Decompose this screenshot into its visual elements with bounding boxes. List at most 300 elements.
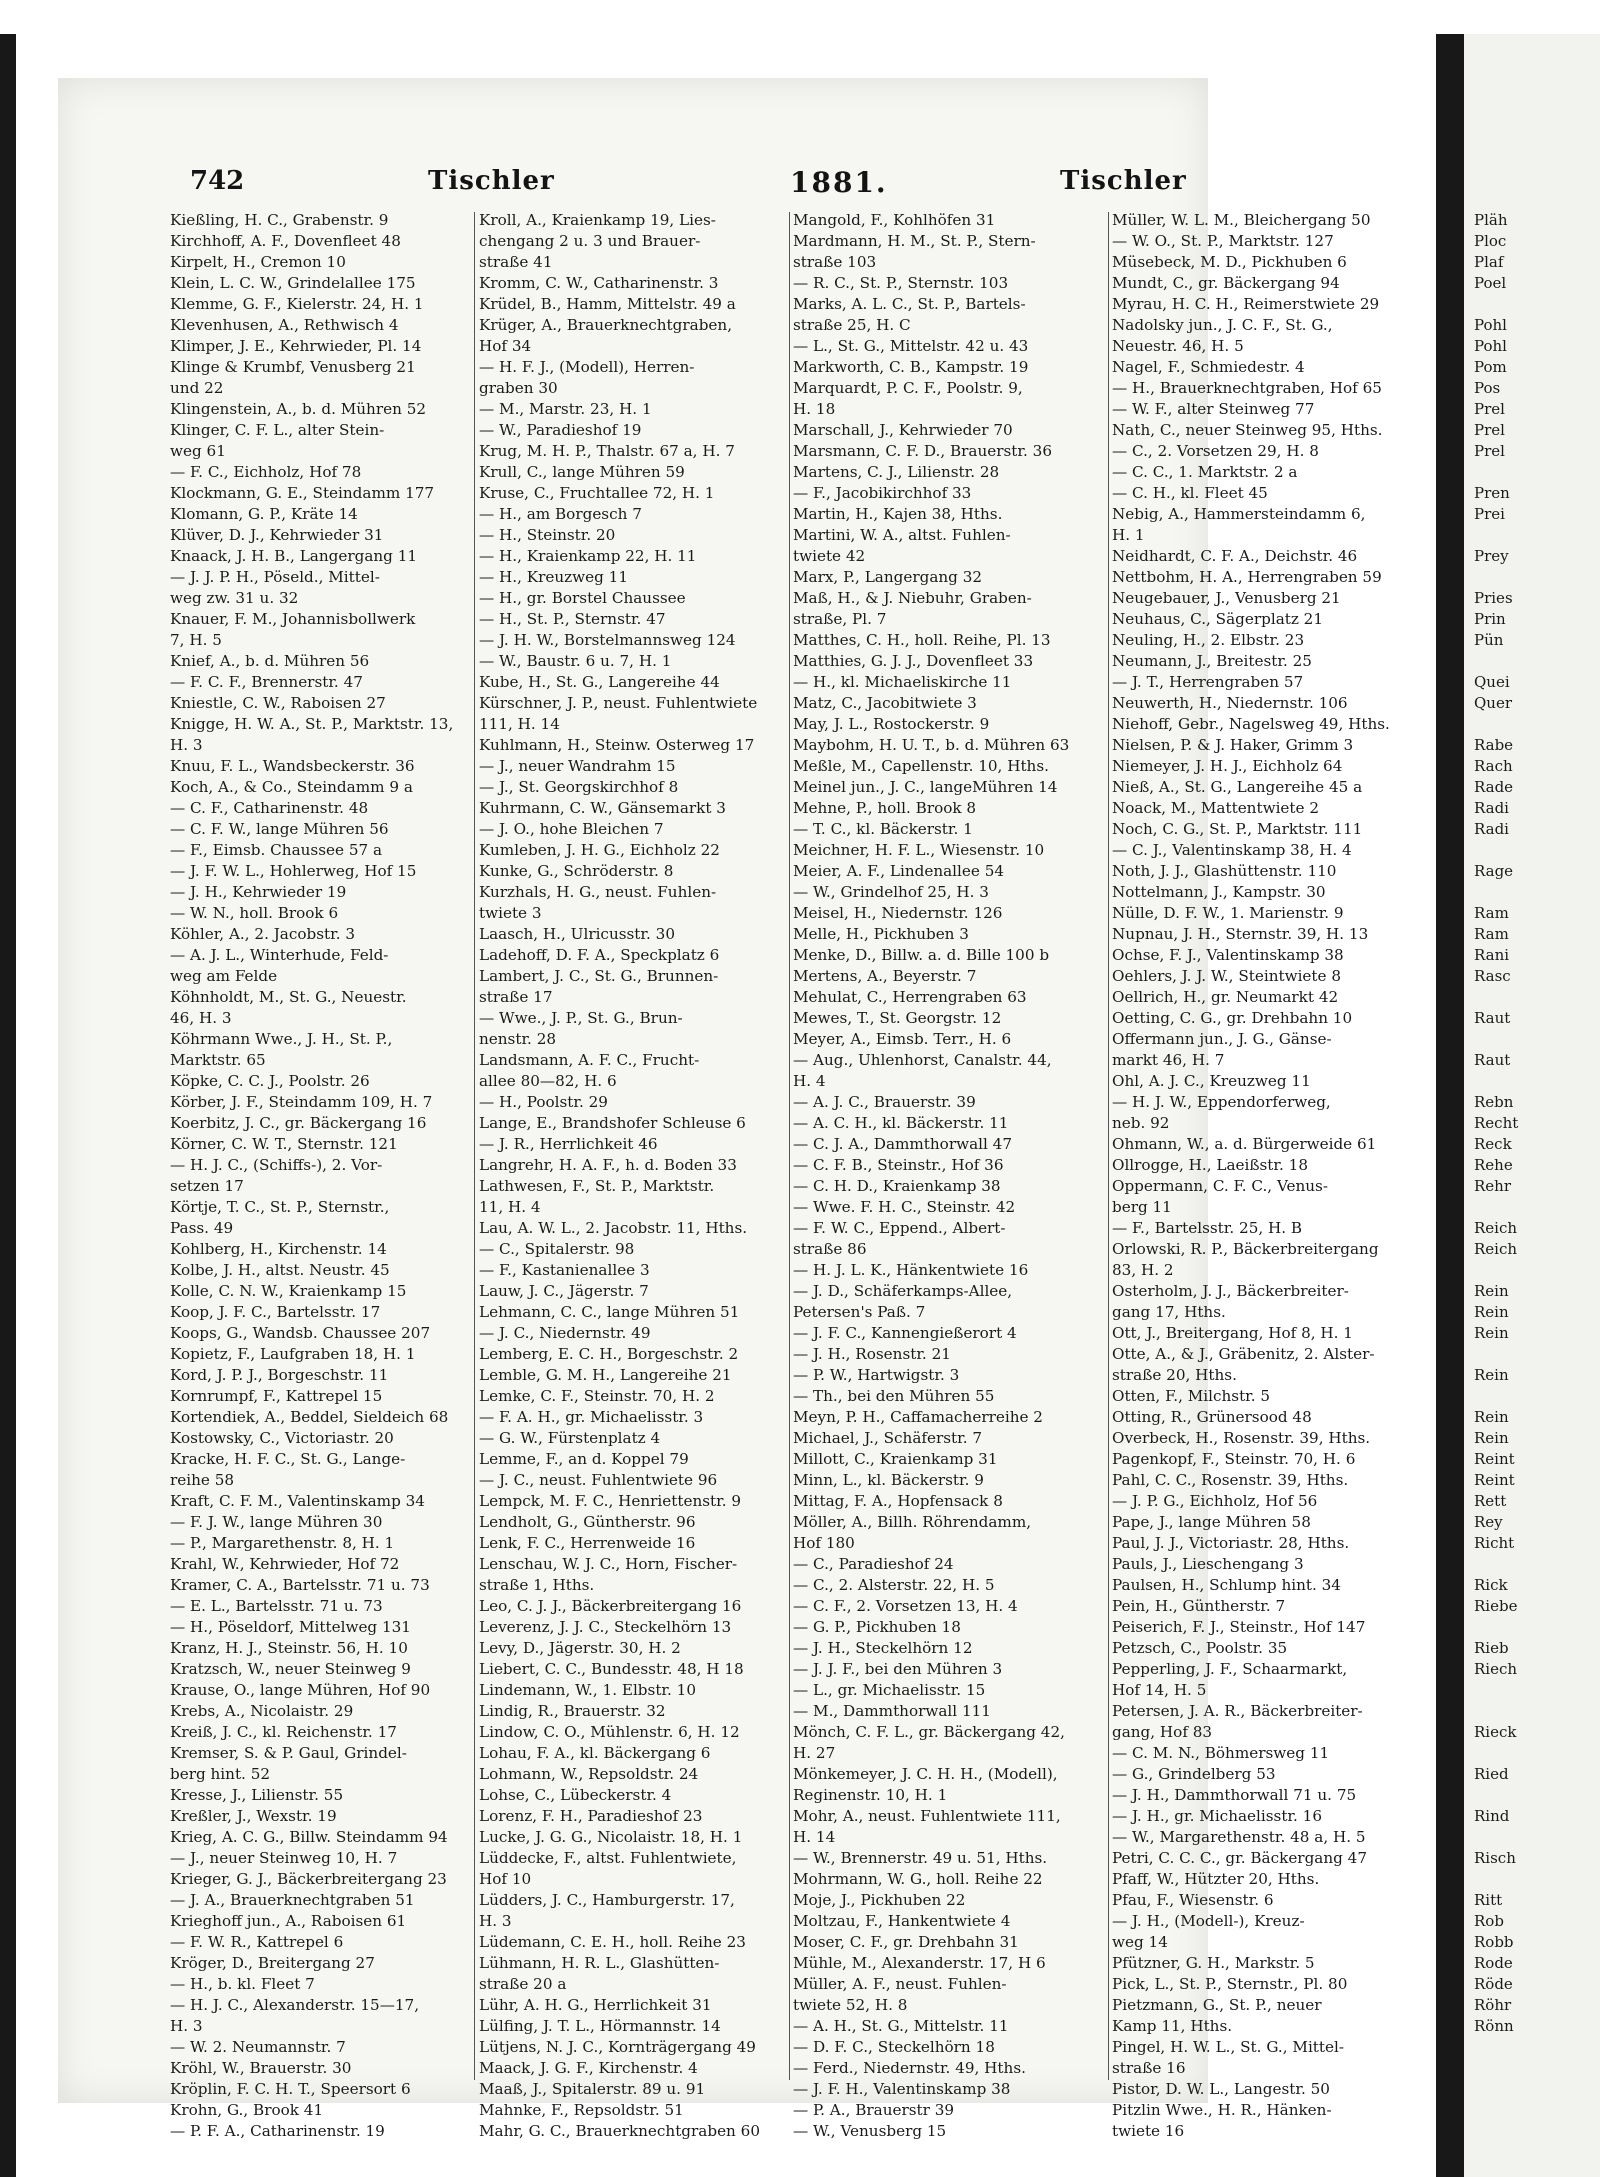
directory-entry: Moltzau, F., Hankentwiete 4 — [793, 1912, 1011, 1930]
next-page-fragment — [1474, 987, 1518, 1008]
directory-entry: Pfaff, W., Hützter 20, Hths. — [1112, 1870, 1320, 1888]
directory-entry: — C. J., Valentinskamp 38, H. 4 — [1112, 841, 1352, 859]
directory-entry: Laasch, H., Ulricusstr. 30 — [479, 925, 675, 943]
directory-entry: Hof 34 — [479, 337, 532, 355]
next-page-fragment: Riebe — [1474, 1597, 1518, 1615]
directory-entry: Landsmann, A. F. C., Frucht- — [479, 1051, 700, 1069]
directory-entry: Köhnholdt, M., St. G., Neuestr. — [170, 988, 407, 1006]
directory-entry: Meyer, A., Eimsb. Terr., H. 6 — [793, 1030, 1012, 1048]
directory-entry: Liebert, C. C., Bundesstr. 48, H 18 — [479, 1660, 744, 1678]
directory-entry: — J. D., Schäferkamps-Allee, — [793, 1282, 1013, 1300]
directory-entry: — H. J. C., (Schiffs-), 2. Vor- — [170, 1156, 383, 1174]
directory-entry: Krug, M. H. P., Thalstr. 67 a, H. 7 — [479, 442, 735, 460]
directory-entry: — H., b. kl. Fleet 7 — [170, 1975, 315, 1993]
next-page-fragment: Prin — [1474, 610, 1506, 628]
directory-entry: Pape, J., lange Mühren 58 — [1112, 1513, 1311, 1531]
next-page-fragment: Rach — [1474, 757, 1513, 775]
directory-entry: Krüger, A., Brauerknechtgraben, — [479, 316, 733, 334]
next-page-fragment: Raut — [1474, 1009, 1511, 1027]
directory-entry: Mundt, C., gr. Bäckergang 94 — [1112, 274, 1340, 292]
column-rule — [474, 212, 475, 2080]
directory-entry: — A. J. C., Brauerstr. 39 — [793, 1093, 976, 1111]
directory-entry: — J., neuer Wandrahm 15 — [479, 757, 676, 775]
directory-entry: — A. H., St. G., Mittelstr. 11 — [793, 2017, 1009, 2035]
directory-entry: gang 17, Hths. — [1112, 1303, 1226, 1321]
directory-entry: Mardmann, H. M., St. P., Stern- — [793, 232, 1036, 250]
directory-entry: Lehmann, C. C., lange Mühren 51 — [479, 1303, 740, 1321]
directory-entry: twiete 42 — [793, 547, 866, 565]
directory-entry: Martens, C. J., Lilienstr. 28 — [793, 463, 1000, 481]
directory-entry: Paul, J. J., Victoriastr. 28, Hths. — [1112, 1534, 1350, 1552]
directory-entry: setzen 17 — [170, 1177, 244, 1195]
directory-entry: Ohmann, W., a. d. Bürgerweide 61 — [1112, 1135, 1377, 1153]
directory-entry: allee 80—82, H. 6 — [479, 1072, 617, 1090]
next-page-fragment: Ried — [1474, 1765, 1509, 1783]
directory-entry: Meyn, P. H., Caffamacherreihe 2 — [793, 1408, 1043, 1426]
directory-entry: — W. N., holl. Brook 6 — [170, 904, 339, 922]
directory-entry: Nülle, D. F. W., 1. Marienstr. 9 — [1112, 904, 1344, 922]
directory-entry: reihe 58 — [170, 1471, 235, 1489]
directory-entry: Knauer, F. M., Johannisbollwerk — [170, 610, 416, 628]
directory-entry: — F. W. R., Kattrepel 6 — [170, 1933, 344, 1951]
directory-entry: Meisel, H., Niedernstr. 126 — [793, 904, 1003, 922]
directory-entry: straße 41 — [479, 253, 553, 271]
directory-entry: Noch, C. G., St. P., Marktstr. 111 — [1112, 820, 1363, 838]
directory-entry: — E. L., Bartelsstr. 71 u. 73 — [170, 1597, 383, 1615]
directory-entry: Mittag, F. A., Hopfensack 8 — [793, 1492, 1003, 1510]
directory-entry: — C. F., Catharinenstr. 48 — [170, 799, 369, 817]
next-page-fragment — [1474, 840, 1518, 861]
directory-entry: Kumleben, J. H. G., Eichholz 22 — [479, 841, 720, 859]
directory-entry: gang, Hof 83 — [1112, 1723, 1213, 1741]
directory-entry: Pauls, J., Lieschengang 3 — [1112, 1555, 1304, 1573]
next-page-fragment: Pläh — [1474, 211, 1508, 229]
next-page-fragment — [1474, 1029, 1518, 1050]
next-page-fragment — [1474, 1260, 1518, 1281]
directory-entry: — J. J. F., bei den Mühren 3 — [793, 1660, 1003, 1678]
directory-entry: Noth, J. J., Glashüttenstr. 110 — [1112, 862, 1337, 880]
directory-entry: Millott, C., Kraienkamp 31 — [793, 1450, 998, 1468]
directory-entry: Otte, A., & J., Gräbenitz, 2. Alster- — [1112, 1345, 1375, 1363]
directory-entry: Klimper, J. E., Kehrwieder, Pl. 14 — [170, 337, 422, 355]
directory-entry: Martin, H., Kajen 38, Hths. — [793, 505, 1003, 523]
directory-entry: Neuhaus, C., Sägerplatz 21 — [1112, 610, 1324, 628]
header-year: 1881. — [790, 166, 888, 199]
directory-entry: Kolbe, J. H., altst. Neustr. 45 — [170, 1261, 390, 1279]
directory-entry: Lüddecke, F., altst. Fuhlentwiete, — [479, 1849, 737, 1867]
page-number: 742 — [190, 166, 245, 196]
directory-entry: Kresse, J., Lilienstr. 55 — [170, 1786, 344, 1804]
directory-entry: weg zw. 31 u. 32 — [170, 589, 299, 607]
directory-entry: Niemeyer, J. H. J., Eichholz 64 — [1112, 757, 1343, 775]
directory-entry: — F., Kastanienallee 3 — [479, 1261, 650, 1279]
directory-entry: Maaß, J., Spitalerstr. 89 u. 91 — [479, 2080, 706, 2098]
directory-entry: Ochse, F. J., Valentinskamp 38 — [1112, 946, 1344, 964]
directory-entry: Orlowski, R. P., Bäckerbreitergang — [1112, 1240, 1379, 1258]
directory-entry: Lendholt, G., Güntherstr. 96 — [479, 1513, 696, 1531]
directory-entry: Kratzsch, W., neuer Steinweg 9 — [170, 1660, 411, 1678]
directory-entry: Krebs, A., Nicolaistr. 29 — [170, 1702, 354, 1720]
directory-column-2 — [479, 210, 787, 2142]
directory-entry: Pahl, C. C., Rosenstr. 39, Hths. — [1112, 1471, 1349, 1489]
directory-entry: Neugebauer, J., Venusberg 21 — [1112, 589, 1341, 607]
directory-entry: Klomann, G. P., Kräte 14 — [170, 505, 358, 523]
next-page-fragment: Ram — [1474, 925, 1509, 943]
directory-entry: — H., St. P., Sternstr. 47 — [479, 610, 666, 628]
directory-entry: Krause, O., lange Mühren, Hof 90 — [170, 1681, 431, 1699]
directory-entry: Lauw, J. C., Jägerstr. 7 — [479, 1282, 649, 1300]
directory-entry: graben 30 — [479, 379, 558, 397]
directory-entry: — P. W., Hartwigstr. 3 — [793, 1366, 960, 1384]
next-page-fragment — [1474, 567, 1518, 588]
directory-entry: — H., kl. Michaeliskirche 11 — [793, 673, 1012, 691]
directory-entry: Levy, D., Jägerstr. 30, H. 2 — [479, 1639, 681, 1657]
directory-entry: Myrau, H. C. H., Reimerstwiete 29 — [1112, 295, 1380, 313]
directory-entry: Pietzmann, G., St. P., neuer — [1112, 1996, 1322, 2014]
directory-entry: Lohse, C., Lübeckerstr. 4 — [479, 1786, 672, 1804]
directory-entry: — J. T., Herrengraben 57 — [1112, 673, 1304, 691]
directory-entry: Kröhl, W., Brauerstr. 30 — [170, 2059, 352, 2077]
directory-entry: — J. O., hohe Bleichen 7 — [479, 820, 664, 838]
directory-entry: — G., Grindelberg 53 — [1112, 1765, 1276, 1783]
directory-entry: Koops, G., Wandsb. Chaussee 207 — [170, 1324, 431, 1342]
directory-entry: Klinger, C. F. L., alter Stein- — [170, 421, 385, 439]
next-page-fragment — [1474, 1554, 1518, 1575]
next-page-fragment: Rein — [1474, 1303, 1509, 1321]
directory-entry: Lemberg, E. C. H., Borgeschstr. 2 — [479, 1345, 739, 1363]
directory-entry: H. 18 — [793, 400, 836, 418]
directory-entry: H. 3 — [479, 1912, 512, 1930]
directory-entry: Lindemann, W., 1. Elbstr. 10 — [479, 1681, 696, 1699]
directory-entry: — J. R., Herrlichkeit 46 — [479, 1135, 658, 1153]
directory-entry: May, J. L., Rostockerstr. 9 — [793, 715, 990, 733]
directory-entry: Kromm, C. W., Catharinenstr. 3 — [479, 274, 719, 292]
directory-entry: — J., neuer Steinweg 10, H. 7 — [170, 1849, 398, 1867]
next-page-fragment: Rebn — [1474, 1093, 1514, 1111]
directory-entry: weg 14 — [1112, 1933, 1168, 1951]
next-page-fragment: Reint — [1474, 1450, 1515, 1468]
directory-entry: berg hint. 52 — [170, 1765, 271, 1783]
next-page-fragment — [1474, 1617, 1518, 1638]
directory-column-4 — [1112, 210, 1442, 2142]
directory-entry: Klein, L. C. W., Grindelallee 175 — [170, 274, 416, 292]
directory-entry: Meichner, H. F. L., Wiesenstr. 10 — [793, 841, 1045, 859]
directory-entry: Krahl, W., Kehrwieder, Hof 72 — [170, 1555, 400, 1573]
next-page-fragments — [1474, 210, 1518, 2037]
directory-entry: — J. A., Brauerknechtgraben 51 — [170, 1891, 415, 1909]
directory-entry: Meßle, M., Capellenstr. 10, Hths. — [793, 757, 1049, 775]
next-page-fragment: Prei — [1474, 505, 1505, 523]
directory-entry: Müsebeck, M. D., Pickhuben 6 — [1112, 253, 1347, 271]
directory-entry: — Th., bei den Mühren 55 — [793, 1387, 995, 1405]
directory-entry: straße 86 — [793, 1240, 867, 1258]
directory-entry: Lambert, J. C., St. G., Brunnen- — [479, 967, 719, 985]
next-page-fragment: Prel — [1474, 400, 1505, 418]
next-page-fragment: Pren — [1474, 484, 1510, 502]
header-title-left: Tischler — [428, 166, 555, 196]
directory-entry: Pein, H., Güntherstr. 7 — [1112, 1597, 1286, 1615]
directory-entry: Mühle, M., Alexanderstr. 17, H 6 — [793, 1954, 1046, 1972]
directory-entry: Lemke, C. F., Steinstr. 70, H. 2 — [479, 1387, 715, 1405]
directory-entry: — T. C., kl. Bäckerstr. 1 — [793, 820, 973, 838]
directory-entry: Meinel jun., J. C., langeMühren 14 — [793, 778, 1058, 796]
next-page-fragment — [1474, 1386, 1518, 1407]
directory-entry: chengang 2 u. 3 und Brauer- — [479, 232, 701, 250]
next-page-fragment — [1474, 1680, 1518, 1701]
directory-entry: Koerbitz, J. C., gr. Bäckergang 16 — [170, 1114, 427, 1132]
directory-entry: Möller, A., Billh. Röhrendamm, — [793, 1513, 1032, 1531]
directory-entry: Mohr, A., neust. Fuhlentwiete 111, — [793, 1807, 1061, 1825]
next-page-fragment: Rein — [1474, 1282, 1509, 1300]
directory-entry: Reginenstr. 10, H. 1 — [793, 1786, 948, 1804]
directory-entry: Lange, E., Brandshofer Schleuse 6 — [479, 1114, 746, 1132]
directory-entry: Pfau, F., Wiesenstr. 6 — [1112, 1891, 1274, 1909]
directory-entry: — W., Paradieshof 19 — [479, 421, 642, 439]
directory-entry: — J. H., Steckelhörn 12 — [793, 1639, 973, 1657]
directory-entry: Nielsen, P. & J. Haker, Grimm 3 — [1112, 736, 1354, 754]
directory-entry: Klockmann, G. E., Steindamm 177 — [170, 484, 435, 502]
next-page-fragment: Raut — [1474, 1051, 1511, 1069]
directory-entry: Pistor, D. W. L., Langestr. 50 — [1112, 2080, 1330, 2098]
directory-entry: Markworth, C. B., Kampstr. 19 — [793, 358, 1029, 376]
directory-entry: — H. F. J., (Modell), Herren- — [479, 358, 695, 376]
directory-entry: — C. M. N., Böhmersweg 11 — [1112, 1744, 1330, 1762]
directory-entry: — W., Venusberg 15 — [793, 2122, 947, 2140]
directory-entry: markt 46, H. 7 — [1112, 1051, 1225, 1069]
directory-entry: — C., Spitalerstr. 98 — [479, 1240, 635, 1258]
directory-entry: Koch, A., & Co., Steindamm 9 a — [170, 778, 413, 796]
next-page-fragment: Rieck — [1474, 1723, 1517, 1741]
directory-entry: Kroll, A., Kraienkamp 19, Lies- — [479, 211, 716, 229]
next-page-fragment — [1474, 1197, 1518, 1218]
directory-entry: H. 27 — [793, 1744, 836, 1762]
directory-entry: Nupnau, J. H., Sternstr. 39, H. 13 — [1112, 925, 1369, 943]
next-page-fragment: Riech — [1474, 1660, 1518, 1678]
next-page-fragment: Rind — [1474, 1807, 1510, 1825]
directory-entry: Kamp 11, Hths. — [1112, 2017, 1233, 2035]
directory-entry: — D. F. C., Steckelhörn 18 — [793, 2038, 995, 2056]
directory-entry: Mönch, C. F. L., gr. Bäckergang 42, — [793, 1723, 1065, 1741]
directory-entry: Kießling, H. C., Grabenstr. 9 — [170, 211, 389, 229]
directory-entry: straße 103 — [793, 253, 877, 271]
directory-entry: Maybohm, H. U. T., b. d. Mühren 63 — [793, 736, 1070, 754]
directory-entry: Mönkemeyer, J. C. H. H., (Modell), — [793, 1765, 1058, 1783]
directory-entry: Müller, W. L. M., Bleichergang 50 — [1112, 211, 1371, 229]
directory-entry: H. 3 — [170, 2017, 203, 2035]
directory-entry: Knigge, H. W. A., St. P., Marktstr. 13, — [170, 715, 454, 733]
column-rule — [789, 212, 790, 2080]
directory-entry: — W., Brennerstr. 49 u. 51, Hths. — [793, 1849, 1048, 1867]
directory-entry: Petersen's Paß. 7 — [793, 1303, 926, 1321]
directory-entry: — C. H. D., Kraienkamp 38 — [793, 1177, 1001, 1195]
directory-entry: Mehne, P., holl. Brook 8 — [793, 799, 977, 817]
directory-entry: Lucke, J. G. G., Nicolaistr. 18, H. 1 — [479, 1828, 743, 1846]
next-page-fragment: Rein — [1474, 1408, 1509, 1426]
next-page-fragment: Rabe — [1474, 736, 1514, 754]
next-page-fragment: Rade — [1474, 778, 1514, 796]
directory-entry: Kremser, S. & P. Gaul, Grindel- — [170, 1744, 407, 1762]
directory-entry: — J. H., Kehrwieder 19 — [170, 883, 347, 901]
directory-entry: — C. F. B., Steinstr., Hof 36 — [793, 1156, 1004, 1174]
directory-entry: Mertens, A., Beyerstr. 7 — [793, 967, 977, 985]
directory-column-1 — [170, 210, 470, 2142]
directory-entry: Lüdemann, C. E. H., holl. Reihe 23 — [479, 1933, 746, 1951]
directory-entry: Lemme, F., an d. Koppel 79 — [479, 1450, 689, 1468]
next-page-fragment: Ploc — [1474, 232, 1507, 250]
next-page-fragment: Reck — [1474, 1135, 1512, 1153]
directory-entry: — A. J. L., Winterhude, Feld- — [170, 946, 389, 964]
directory-entry: Lüdders, J. C., Hamburgerstr. 17, — [479, 1891, 735, 1909]
directory-entry: Lemble, G. M. H., Langereihe 21 — [479, 1366, 732, 1384]
directory-entry: Kurzhals, H. G., neust. Fuhlen- — [479, 883, 717, 901]
directory-entry: — H., gr. Borstel Chaussee — [479, 589, 686, 607]
directory-entry: — P. F. A., Catharinenstr. 19 — [170, 2122, 385, 2140]
directory-entry: Krull, C., lange Mühren 59 — [479, 463, 685, 481]
next-page-fragment — [1474, 882, 1518, 903]
directory-entry: — J. H. W., Borstelmannsweg 124 — [479, 631, 736, 649]
next-page-fragment: Röhr — [1474, 1996, 1512, 2014]
directory-entry: — W., Margarethenstr. 48 a, H. 5 — [1112, 1828, 1366, 1846]
directory-entry: — Ferd., Niedernstr. 49, Hths. — [793, 2059, 1026, 2077]
directory-entry: Kostowsky, C., Victoriastr. 20 — [170, 1429, 394, 1447]
directory-entry: 111, H. 14 — [479, 715, 560, 733]
directory-entry: Kröger, D., Breitergang 27 — [170, 1954, 375, 1972]
directory-entry: Moser, C. F., gr. Drehbahn 31 — [793, 1933, 1019, 1951]
directory-entry: Lempck, M. F. C., Henriettenstr. 9 — [479, 1492, 742, 1510]
directory-entry: Nieß, A., St. G., Langereihe 45 a — [1112, 778, 1363, 796]
directory-entry: — F. C., Eichholz, Hof 78 — [170, 463, 362, 481]
next-page-fragment — [1474, 1344, 1518, 1365]
directory-entry: Köhler, A., 2. Jacobstr. 3 — [170, 925, 356, 943]
next-page-fragment: Prel — [1474, 421, 1505, 439]
directory-entry: — M., Dammthorwall 111 — [793, 1702, 991, 1720]
next-page-fragment — [1474, 651, 1518, 672]
directory-entry: Nagel, F., Schmiedestr. 4 — [1112, 358, 1305, 376]
directory-entry: — F., Jacobikirchhof 33 — [793, 484, 972, 502]
next-page-fragment — [1474, 714, 1518, 735]
directory-entry: Mehulat, C., Herrengraben 63 — [793, 988, 1027, 1006]
next-page-fragment — [1474, 1827, 1518, 1848]
directory-entry: Petri, C. C. C., gr. Bäckergang 47 — [1112, 1849, 1368, 1867]
directory-entry: Overbeck, H., Rosenstr. 39, Hths. — [1112, 1429, 1371, 1447]
header-title-right: Tischler — [1060, 166, 1187, 196]
directory-entry: Osterholm, J. J., Bäckerbreiter- — [1112, 1282, 1349, 1300]
directory-entry: — F. C. F., Brennerstr. 47 — [170, 673, 363, 691]
directory-entry: Kohlberg, H., Kirchenstr. 14 — [170, 1240, 387, 1258]
directory-entry: — L., gr. Michaelisstr. 15 — [793, 1681, 986, 1699]
directory-entry: Koop, J. F. C., Bartelsstr. 17 — [170, 1303, 381, 1321]
directory-entry: — C. J. A., Dammthorwall 47 — [793, 1135, 1013, 1153]
directory-entry: straße 20, Hths. — [1112, 1366, 1237, 1384]
directory-entry: Kreiß, J. C., kl. Reichenstr. 17 — [170, 1723, 397, 1741]
next-page-fragment — [1474, 1701, 1518, 1722]
directory-entry: Pingel, H. W. L., St. G., Mittel- — [1112, 2038, 1344, 2056]
directory-entry: — M., Marstr. 23, H. 1 — [479, 400, 652, 418]
directory-entry: Nettbohm, H. A., Herrengraben 59 — [1112, 568, 1382, 586]
directory-entry: — L., St. G., Mittelstr. 42 u. 43 — [793, 337, 1029, 355]
directory-entry: — F. J. W., lange Mühren 30 — [170, 1513, 383, 1531]
next-page-fragment: Pom — [1474, 358, 1507, 376]
directory-entry: Menke, D., Billw. a. d. Bille 100 b — [793, 946, 1050, 964]
directory-entry: Minn, L., kl. Bäckerstr. 9 — [793, 1471, 984, 1489]
directory-entry: — H., Brauerknechtgraben, Hof 65 — [1112, 379, 1382, 397]
next-page-fragment: Ritt — [1474, 1891, 1503, 1909]
directory-column-3 — [793, 210, 1111, 2142]
directory-entry: Maack, J. G. F., Kirchenstr. 4 — [479, 2059, 698, 2077]
directory-entry: — H., Kreuzweg 11 — [479, 568, 628, 586]
directory-entry: Ohl, A. J. C., Kreuzweg 11 — [1112, 1072, 1311, 1090]
directory-entry: Leo, C. J. J., Bäckerbreitergang 16 — [479, 1597, 742, 1615]
directory-entry: Knief, A., b. d. Mühren 56 — [170, 652, 370, 670]
directory-entry: Neuling, H., 2. Elbstr. 23 — [1112, 631, 1305, 649]
directory-entry: Kracke, H. F. C., St. G., Lange- — [170, 1450, 406, 1468]
directory-entry: und 22 — [170, 379, 224, 397]
book-edge-left — [0, 34, 16, 2177]
directory-entry: Mangold, F., Kohlhöfen 31 — [793, 211, 996, 229]
directory-entry: — W., Baustr. 6 u. 7, H. 1 — [479, 652, 672, 670]
directory-entry: — W., Grindelhof 25, H. 3 — [793, 883, 989, 901]
next-page-fragment: Reich — [1474, 1219, 1518, 1237]
next-page-fragment: Reint — [1474, 1471, 1515, 1489]
next-page-fragment: Radi — [1474, 820, 1509, 838]
directory-entry: Matthes, C. H., holl. Reihe, Pl. 13 — [793, 631, 1051, 649]
next-page-fragment: Recht — [1474, 1114, 1519, 1132]
directory-entry: — H., Steinstr. 20 — [479, 526, 616, 544]
directory-entry: Paulsen, H., Schlump hint. 34 — [1112, 1576, 1341, 1594]
next-page-fragment — [1474, 294, 1518, 315]
next-page-fragment: Poel — [1474, 274, 1507, 292]
directory-entry: Krieghoff jun., A., Raboisen 61 — [170, 1912, 407, 1930]
directory-entry: — P. A., Brauerstr 39 — [793, 2101, 955, 2119]
directory-entry: Neidhardt, C. F. A., Deichstr. 46 — [1112, 547, 1358, 565]
directory-entry: Pitzlin Wwe., H. R., Hänken- — [1112, 2101, 1332, 2119]
next-page-fragment: Rehr — [1474, 1177, 1512, 1195]
directory-entry: H. 3 — [170, 736, 203, 754]
directory-entry: — C., Paradieshof 24 — [793, 1555, 954, 1573]
next-page-fragment: Quei — [1474, 673, 1510, 691]
next-page-fragment: Röde — [1474, 1975, 1513, 1993]
directory-entry: Nath, C., neuer Steinweg 95, Hths. — [1112, 421, 1383, 439]
directory-entry: straße, Pl. 7 — [793, 610, 887, 628]
directory-entry: Noack, M., Mattentwiete 2 — [1112, 799, 1319, 817]
directory-entry: Kuhrmann, C. W., Gänsemarkt 3 — [479, 799, 726, 817]
directory-entry: straße 1, Hths. — [479, 1576, 595, 1594]
directory-entry: Peiserich, F. J., Steinstr., Hof 147 — [1112, 1618, 1366, 1636]
directory-entry: Pagenkopf, F., Steinstr. 70, H. 6 — [1112, 1450, 1356, 1468]
directory-entry: Klemme, G. F., Kielerstr. 24, H. 1 — [170, 295, 424, 313]
directory-entry: Kunke, G., Schröderstr. 8 — [479, 862, 674, 880]
next-page-fragment — [1474, 525, 1518, 546]
directory-entry: Kopietz, F., Laufgraben 18, H. 1 — [170, 1345, 416, 1363]
next-page-fragment: Risch — [1474, 1849, 1516, 1867]
directory-entry: Mahr, G. C., Brauerknechtgraben 60 — [479, 2122, 760, 2140]
directory-entry: Köhrmann Wwe., J. H., St. P., — [170, 1030, 393, 1048]
page-header — [190, 166, 1187, 202]
next-page-fragment: Pohl — [1474, 316, 1507, 334]
directory-entry: Nottelmann, J., Kampstr. 30 — [1112, 883, 1326, 901]
directory-entry: — J. F. H., Valentinskamp 38 — [793, 2080, 1011, 2098]
directory-entry: Pfützner, G. H., Markstr. 5 — [1112, 1954, 1315, 1972]
directory-entry: 83, H. 2 — [1112, 1261, 1174, 1279]
directory-entry: H. 1 — [1112, 526, 1145, 544]
directory-entry: neb. 92 — [1112, 1114, 1170, 1132]
directory-entry: Knaack, J. H. B., Langergang 11 — [170, 547, 418, 565]
directory-entry: twiete 3 — [479, 904, 542, 922]
directory-entry: Kranz, H. J., Steinstr. 56, H. 10 — [170, 1639, 408, 1657]
directory-entry: Martini, W. A., altst. Fuhlen- — [793, 526, 1011, 544]
directory-entry: — C. H., kl. Fleet 45 — [1112, 484, 1268, 502]
directory-entry: — J. H., (Modell-), Kreuz- — [1112, 1912, 1305, 1930]
